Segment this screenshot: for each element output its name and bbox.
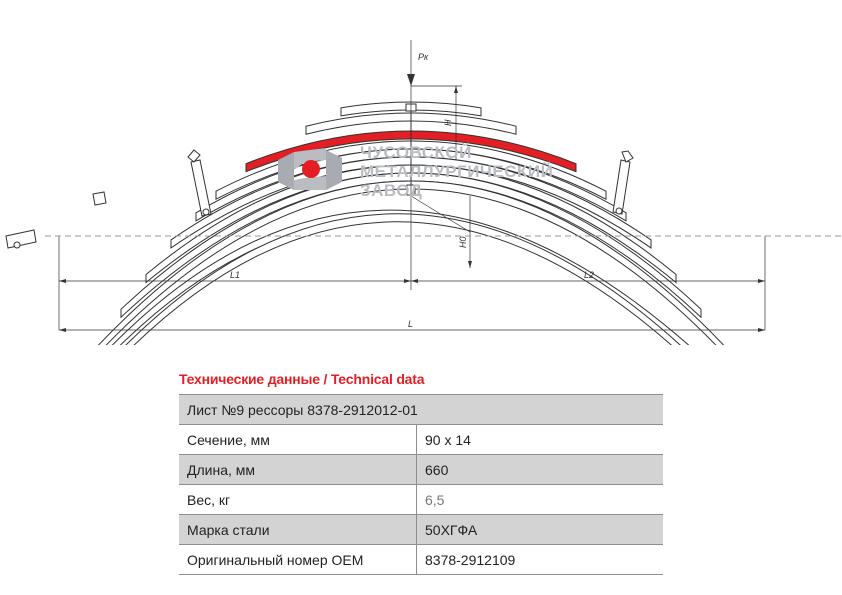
l1-arrow-left <box>59 279 66 283</box>
load-label: Pк <box>418 52 429 62</box>
right-spring-clamp <box>613 151 633 214</box>
spec-row-steel <box>179 515 663 545</box>
spec-row-oem <box>179 545 663 575</box>
spring-leaves <box>36 102 836 345</box>
l2-arrow-left <box>411 279 418 283</box>
height-label: H <box>443 119 453 126</box>
l-arrow-left <box>59 328 66 332</box>
l2-label: L2 <box>584 270 595 280</box>
spec-row-weight <box>179 485 663 515</box>
l2-arrow-right <box>758 279 765 283</box>
spec-label: Марка стали <box>179 515 417 545</box>
left-eye-end <box>6 230 36 248</box>
l1-label: L1 <box>230 270 241 280</box>
l-arrow-right <box>758 328 765 332</box>
spec-table <box>179 394 663 575</box>
watermark-line-3: ЗАВОД <box>360 181 423 200</box>
spec-header: Лист №9 рессоры 8378-2912012-01 <box>179 395 663 425</box>
spec-label: Сечение, мм <box>179 425 417 455</box>
l-label: L <box>408 319 414 329</box>
load-arrow <box>407 74 415 86</box>
spec-label: Вес, кг <box>179 485 417 515</box>
spec-value: 6,5 <box>417 485 664 515</box>
spec-value: 90 x 14 <box>417 425 664 455</box>
left-end-clip <box>93 192 106 205</box>
spec-row-section <box>179 425 663 455</box>
h-arrow-top <box>454 86 458 93</box>
spec-header-row <box>179 395 663 425</box>
spec-value: 660 <box>417 455 664 485</box>
spec-value: 8378-2912109 <box>417 545 664 575</box>
left-spring-clamp <box>188 150 211 216</box>
l1-arrow-right <box>404 279 411 283</box>
spec-value: 50ХГФА <box>417 515 664 545</box>
spec-label: Оригинальный номер OEM <box>179 545 417 575</box>
spec-label: Длина, мм <box>179 455 417 485</box>
watermark-line-2: МЕТАЛЛУРГИЧЕСКИЙ <box>360 162 554 181</box>
h0-label: H0 <box>458 236 468 248</box>
watermark-line-1: ЧУСОВСКОЙ <box>360 143 472 162</box>
h0-arrow-bottom <box>468 261 472 268</box>
technical-data-title: Технические данные / Technical data <box>179 371 425 387</box>
spec-row-length <box>179 455 663 485</box>
